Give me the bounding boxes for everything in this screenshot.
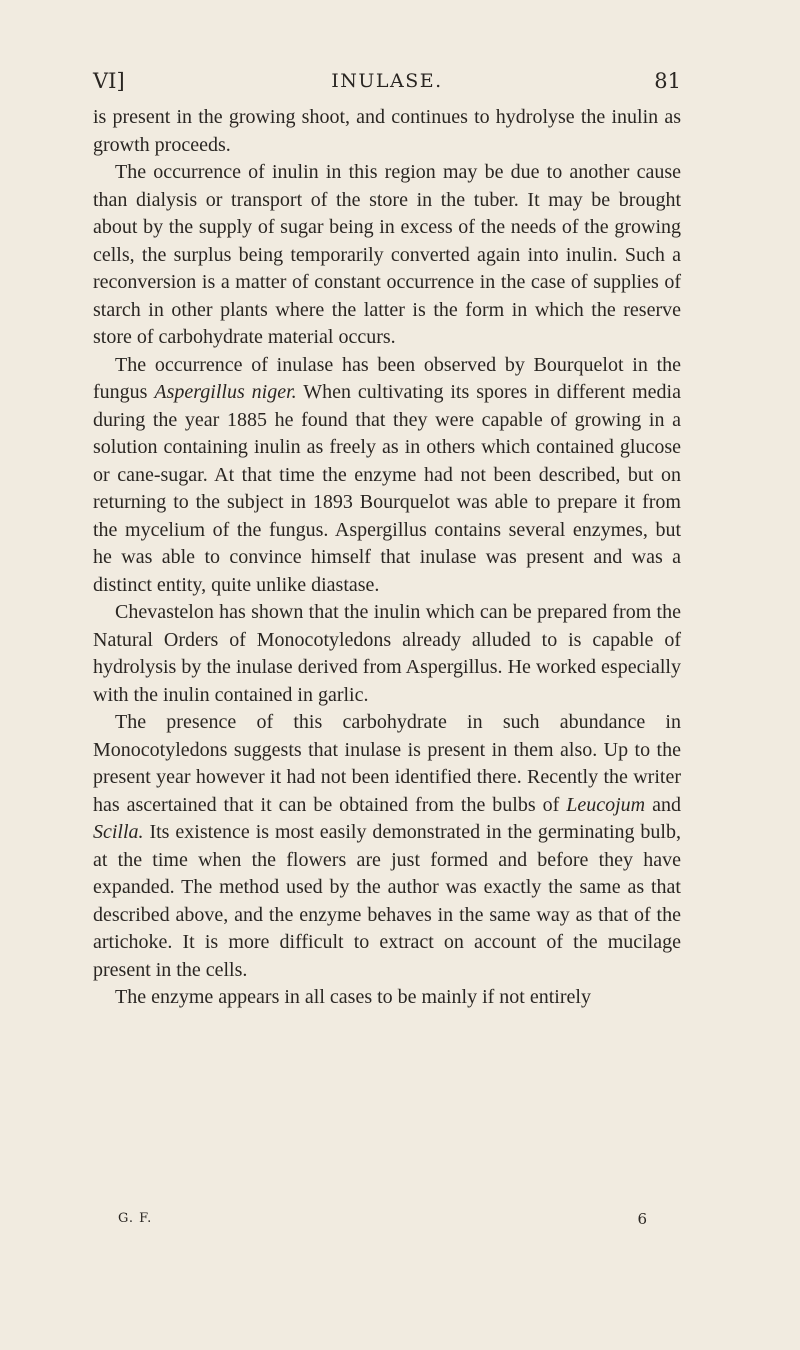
running-title: INULASE. xyxy=(331,70,443,92)
sheet-mark: 6 xyxy=(637,1210,648,1228)
page-number: 81 xyxy=(654,69,681,93)
text-run: Its existence is most easily demonstrated in the germinating bulb, at the time when the flowers are just formed and before they have expanded. The method used by the author was exactly the same as that described above, and the enzyme behaves in the same way as that of the artichoke. It is more difficult to extract on account of the mucilage present in the cells. xyxy=(93,821,681,981)
paragraph xyxy=(93,984,681,1012)
text-run: When cultivating its spores in different media during the year 1885 he found that they were capable of growing in a solution containing inulin as freely as in others which contained glucose or cane-sugar. At that time the enzyme had not been described, but on returning to the subject in 1893 Bourquelot was able to prepare it from the mycelium of the fungus. Aspergillus contains several enzymes, but he was able to convince himself that inulase was present and was a distinct entity, quite unlike diastase. xyxy=(93,381,681,596)
chapter-number: VI] xyxy=(93,69,125,93)
page-footer xyxy=(118,1209,648,1229)
running-header xyxy=(93,68,681,94)
signature-mark: G. F. xyxy=(118,1211,153,1226)
paragraph xyxy=(93,352,681,600)
text-run: The presence of this carbohydrate in such abundance in Monocotyledons suggests that inulase is present in them also. Up to the present year however it had not been identified there. Recently the writer has ascertained that it can be obtained from the bulbs of xyxy=(93,711,681,816)
text-run: Chevastelon has shown that the inulin which can be prepared from the Natural Orders of Monocotyledons already alluded to is capable of hydrolysis by the inulase derived from Aspergillus. He worked especially with the inulin contained in garlic. xyxy=(93,601,681,706)
text-run: The occurrence of inulin in this region may be due to another cause than dialysis or transport of the store in the tuber. It may be brought about by the supply of sugar being in excess of the needs of the growing cells, the surplus being temporarily converted again into inulin. Such a reconversion is a matter of constant occurrence in the case of supplies of starch in other plants where the latter is the form in which the reserve store of carbohydrate material occurs. xyxy=(93,161,681,348)
text-run: The occurrence of inulase has been observed by Bourquelot in the fungus xyxy=(93,353,681,403)
paragraph xyxy=(93,599,681,709)
text-run: and xyxy=(645,793,681,816)
italic-text: Aspergillus niger. xyxy=(154,381,297,403)
body-text xyxy=(93,104,681,1012)
italic-text: Leucojum xyxy=(566,793,646,816)
text-run: is present in the growing shoot, and continues to hydrolyse the inulin as growth proceeds. xyxy=(93,106,681,156)
paragraph xyxy=(93,159,681,352)
paragraph xyxy=(93,709,681,984)
italic-text: Scilla. xyxy=(93,821,144,843)
paragraph xyxy=(93,104,681,159)
text-run: The enzyme appears in all cases to be mainly if not entirely xyxy=(115,986,591,1008)
